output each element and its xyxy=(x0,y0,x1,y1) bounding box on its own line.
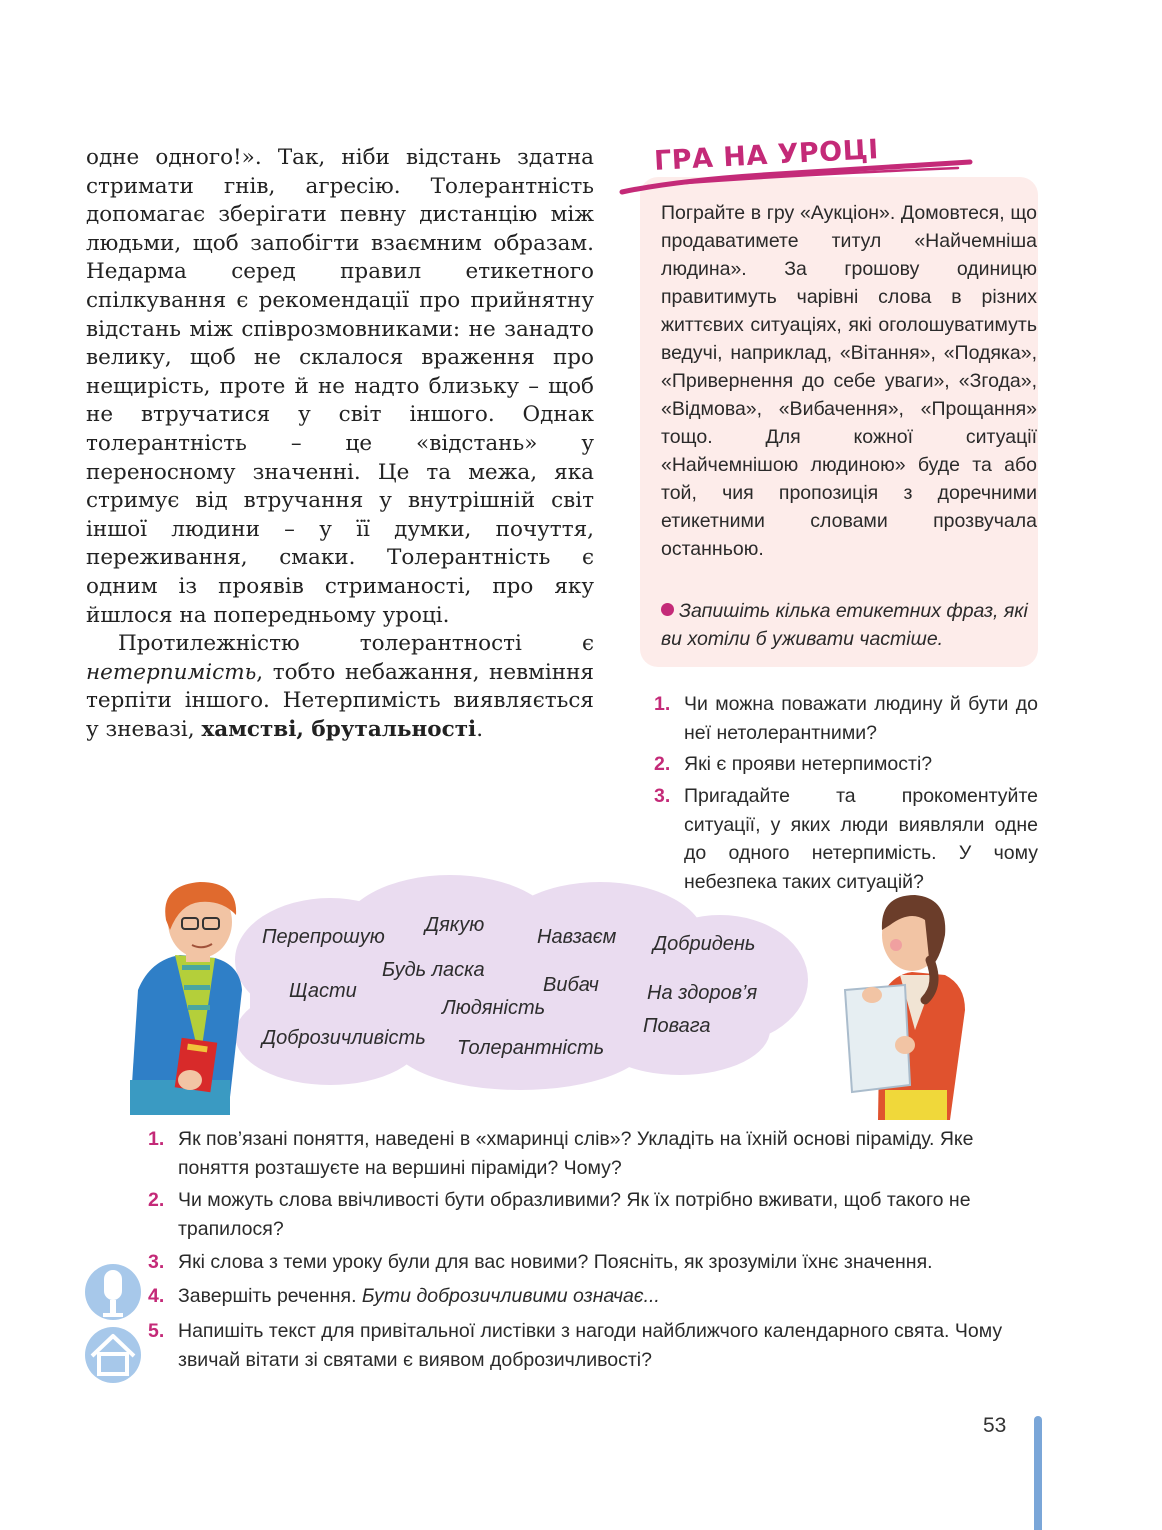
boy-figure xyxy=(130,882,242,1115)
cloud-word: Повага xyxy=(643,1015,711,1037)
cloud-word: Щасти xyxy=(289,980,357,1002)
cloud-word: Добридень xyxy=(653,933,756,955)
term-intolerance: нетерпимість xyxy=(86,659,257,685)
question-text-italic: Бути доброзичливими означає... xyxy=(361,1285,660,1307)
question-text: Пригадайте та прокоментуйте ситуації, у яких люди виявляли одне до одного нетерпимість. У чому небезпека таких ситуацій? xyxy=(684,785,1038,893)
question-number: 1. xyxy=(148,1128,165,1150)
question-text xyxy=(178,1282,1048,1311)
page-number: 53 xyxy=(983,1414,1007,1437)
paragraph-2-start: Протилежністю толерантності є xyxy=(118,631,594,657)
cloud-word: Навзаєм xyxy=(537,926,617,948)
microphone-icon xyxy=(85,1264,141,1320)
question-number: 4. xyxy=(148,1285,165,1307)
question-bottom-5 xyxy=(148,1317,1048,1374)
paragraph-2-mid: , тобто небажання, невміння терпіти іншого. Нетерпимість виявляється у зневазі, xyxy=(86,659,594,742)
cloud-word: Доброзичливість xyxy=(262,1027,426,1049)
question-bottom-1 xyxy=(148,1125,1048,1182)
cloud-word: Дякую xyxy=(425,914,485,936)
question-bottom-4 xyxy=(148,1282,1048,1311)
house-icon xyxy=(85,1327,141,1383)
cloud-word: Людяність xyxy=(442,997,546,1019)
bold-terms: хамстві, брутальності xyxy=(201,716,477,742)
game-task-text: Запишіть кілька етикетних фраз, які ви хотіли б уживати частіше. xyxy=(661,600,1028,650)
question-text: Чи можуть слова ввічливості бути образливими? Як їх потрібно вживати, щоб такого не трапилося? xyxy=(178,1189,971,1240)
game-description: Пограйте в гру «Аукціон». Домовтеся, що продаватимете титул «Найчемніша людина». За грошову одиницю правитимуть чарівні слова в різних життєвих ситуаціях, які оголошуватимуть ведучі, наприклад, «Вітання», «Подяка», «Привернення до себе уваги», «Згода», «Відмова», «Вибачення», «Прощання» тощо. Для кожної ситуації «Найчемнішою людиною» буде та або той, чия пропозиція з доречними етикетними словами прозвучала останньою. xyxy=(661,202,1037,560)
page-edge-bar xyxy=(1034,1416,1042,1530)
girl-figure xyxy=(845,895,965,1120)
question-text: Які слова з теми уроку були для вас новими? Поясніть, як зрозуміли їхнє значення. xyxy=(178,1251,933,1273)
question-bottom-2 xyxy=(148,1186,1048,1243)
question-text: Які є прояви нетерпимості? xyxy=(684,753,933,775)
cloud-word: На здоров’я xyxy=(647,982,758,1004)
cloud-word: Вибач xyxy=(543,974,599,996)
paragraph-2-end: . xyxy=(476,716,484,742)
question-text: Як пов’язані поняття, наведені в «хмаринці слів»? Укладіть на їхній основі піраміду. Яке поняття розташуєте на вершині піраміди? Чому? xyxy=(178,1128,974,1179)
question-text: Чи можна поважати людину й бути до неї нетолерантними? xyxy=(684,693,1038,744)
cloud-word: Будь ласка xyxy=(382,959,485,981)
question-bottom-3 xyxy=(148,1248,1048,1277)
question-number: 2. xyxy=(654,753,671,775)
question-text: Напишіть текст для привітальної листівки з нагоди найближчого календарного свята. Чому звичай вітати зі святами є виявом доброзичливості? xyxy=(178,1320,1003,1371)
question-text-plain: Завершіть речення. xyxy=(178,1285,362,1307)
paragraph-1: одне одного!». Так, ніби відстань здатна стримати гнів, агресію. Толерантність допомагає зберігати певну дистанцію між людьми, щоб запобігти взаємним образам. Недарма серед правил етикетного спілкування є рекомендації про прийнятну відстань між співрозмовниками: не занадто велику, щоб не склалося враження про нещирість, проте й не надто близьку – щоб не втручатися у світ іншого. Однак толерантність – це «відстань» у переносному значенні. Це та межа, яка стримує від втручання у внутрішній світ іншої людини – у її думки, почуття, переживання, смаки. Толерантність є одним із проявів стриманості, про яку йшлося на попередньому уроці. xyxy=(86,145,594,628)
game-title: ГРА НА УРОЦІ xyxy=(653,134,880,177)
question-number: 3. xyxy=(148,1251,165,1273)
cloud-word: Толерантність xyxy=(457,1037,605,1059)
question-number: 1. xyxy=(654,693,671,715)
question-number: 3. xyxy=(654,785,671,807)
question-number: 2. xyxy=(148,1189,165,1211)
question-number: 5. xyxy=(148,1320,165,1342)
cloud-word: Перепрошую xyxy=(262,926,385,948)
